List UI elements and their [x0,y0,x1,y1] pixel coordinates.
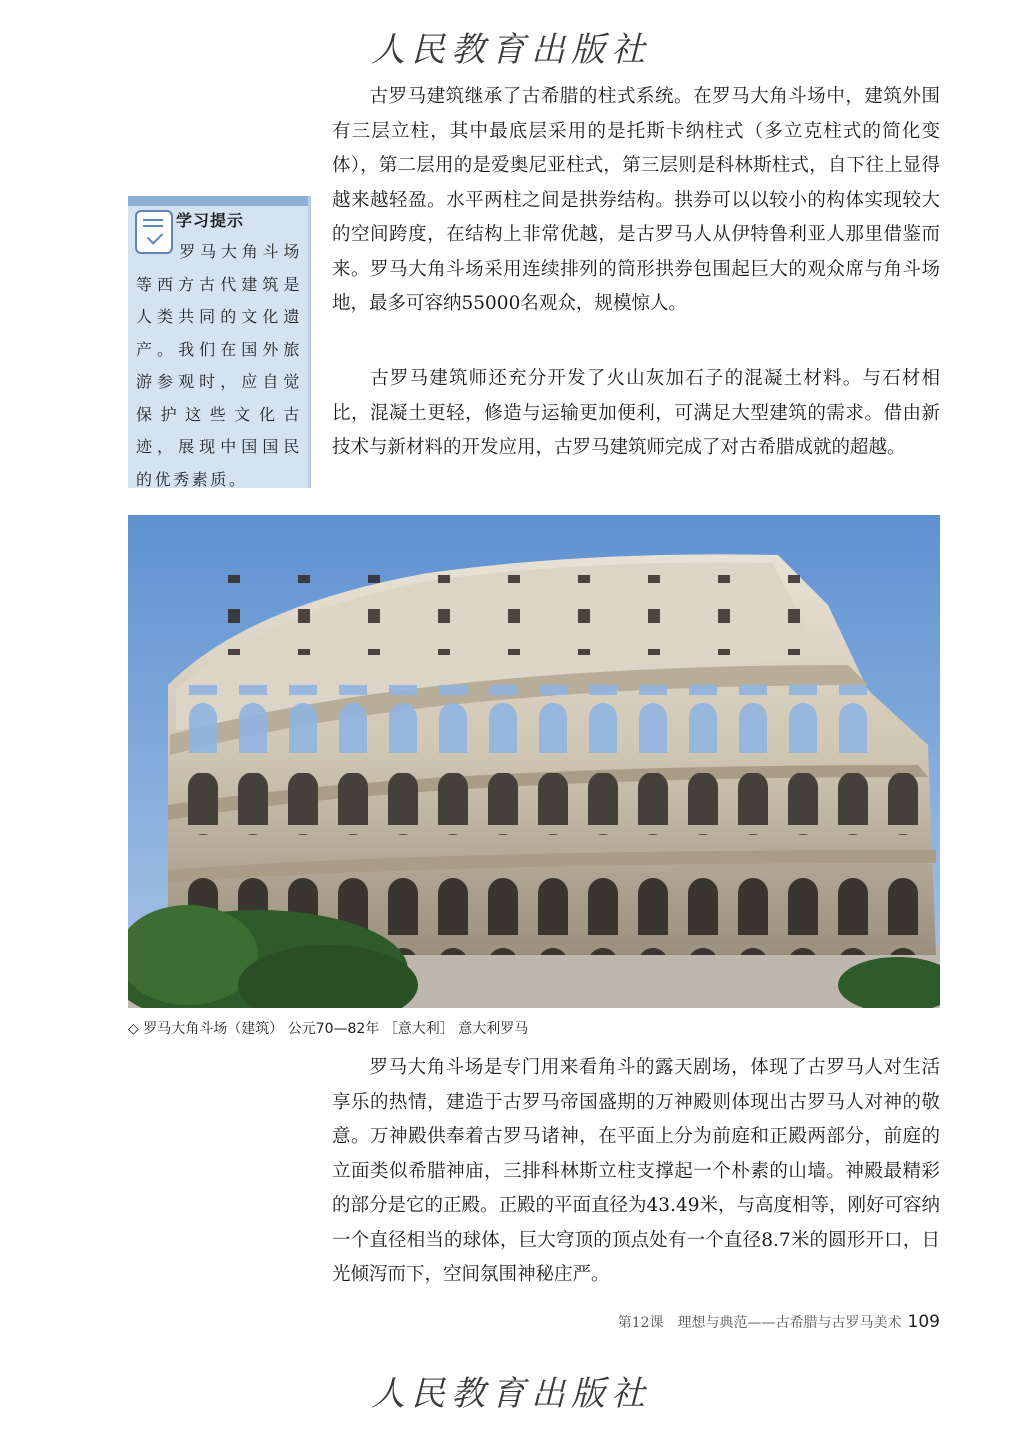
colosseum-photo [128,515,940,1008]
lesson-title: 第12课 理想与典范——古希腊与古罗马美术 [617,1315,902,1331]
publisher-logo-top: 人民教育出版社 [371,30,651,70]
body-paragraph: 古罗马建筑师还充分开发了火山灰加石子的混凝土材料。与石材相比，混凝土更轻，修造与运输更加便利，可满足大型建筑的需求。借由新技术与新材料的开发应用，古罗马建筑师完成了对古希腊成就的超越。 [332,368,940,458]
study-tip-title: 学习提示 [176,211,245,230]
study-tip-box [128,196,311,488]
publisher-logo-bottom: 人民教育出版社 [371,1374,651,1414]
figure-caption: ◇ 罗马大角斗场（建筑） 公元70—82年 ［意大利］ 意大利罗马 [128,1021,529,1037]
page-footer [618,1312,940,1332]
study-tip-text: 罗马大角斗场等西方古代建筑是人类共同的文化遗产。我们在国外旅游参观时，应自觉保护这些文化古迹，展现中国国民的优秀素质。 [136,242,302,489]
body-paragraph: 罗马大角斗场是专门用来看角斗的露天剧场，体现了古罗马人对生活享乐的热情，建造于古罗马帝国盛期的万神殿则体现出古罗马人对神的敬意。万神殿供奉着古罗马诸神，在平面上分为前庭和正殿两部分，前庭的立面类似希腊神庙，三排科林斯立柱支撑起一个朴素的山墙。神殿最精彩的部分是它的正殿。正殿的平面直径为43.49米，与高度相等，刚好可容纳一个直径相当的球体，巨大穹顶的顶点处有一个直径8.7米的圆形开口，日光倾泻而下，空间氛围神秘庄严。 [332,1057,940,1285]
body-paragraph: 古罗马建筑继承了古希腊的柱式系统。在罗马大角斗场中，建筑外围有三层立柱，其中最底层采用的是托斯卡纳柱式（多立克柱式的简化变体），第二层用的是爱奥尼亚柱式，第三层则是科林斯柱式，自下往上显得越来越轻盈。水平两柱之间是拱券结构。拱券可以以较小的构体实现较大的空间跨度，在结构上非常优越，是古罗马人从伊特鲁利亚人那里借鉴而来。罗马大角斗场采用连续排列的筒形拱券包围起巨大的观众席与角斗场地，最多可容纳55000名观众，规模惊人。 [332,86,940,314]
page-number: 109 [907,1312,940,1332]
